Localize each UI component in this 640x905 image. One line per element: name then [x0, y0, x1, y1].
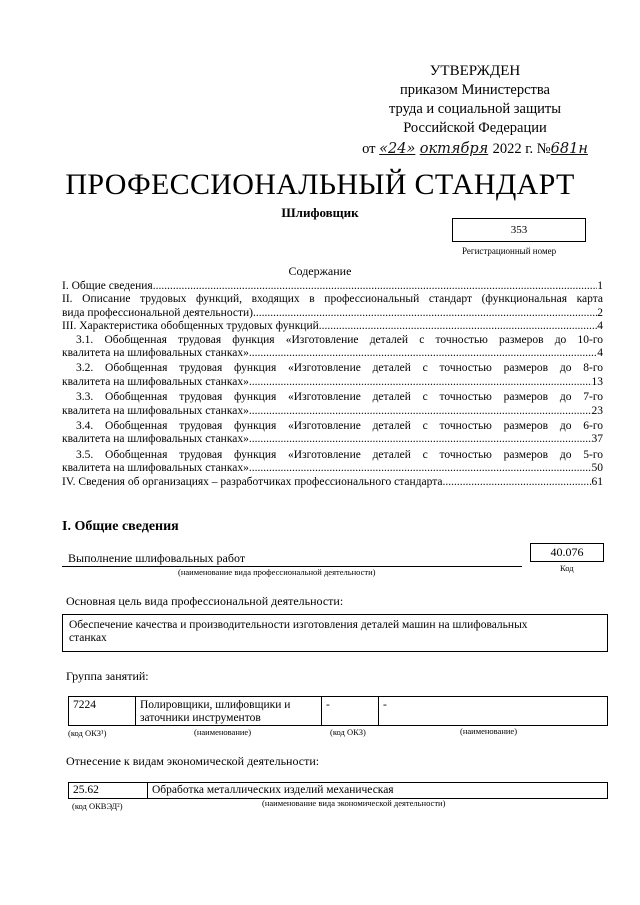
contents-heading: Содержание [288, 264, 352, 278]
number-sign: № [536, 141, 551, 157]
document-title: ПРОФЕССИОНАЛЬНЫЙ СТАНДАРТ [65, 168, 575, 201]
section-heading: I. Общие сведения [62, 519, 179, 534]
document-subtitle: Шлифовщик [281, 205, 359, 220]
group-okz1: 7224 [68, 696, 136, 726]
caption-name1: (наименование) [194, 727, 252, 737]
toc-item[interactable]: 3.1. Обобщенная трудовая функция «Изготовление деталей с точностью размеров до 10-го квалитета на шлифовальных станках» ..... 4 [62, 334, 603, 361]
approval-heading: УТВЕРЖДЕН [429, 63, 521, 79]
goal-text-line1: Обеспечение качества и производительности изготовления деталей машин на шлифовальных [69, 619, 528, 631]
group-okz2: - [321, 696, 379, 726]
goal-label: Основная цель вида профессиональной деятельности: [66, 594, 344, 608]
caption-name2: (наименование) [460, 726, 518, 736]
caption-econ-name: (наименование вида экономической деятельности) [262, 798, 446, 808]
approval-date-line [360, 140, 590, 159]
caption-okz2: (код ОКЗ) [330, 727, 366, 737]
econ-name: Обработка металлических изделий механическая [147, 782, 608, 799]
toc-item[interactable]: 3.5. Обобщенная трудовая функция «Изготовление деталей с точностью размеров до 5-го квалитета на шлифовальных станках» ..... 50 [62, 449, 603, 476]
order-number-handwritten: 681н [550, 141, 588, 157]
group-name2: - [378, 696, 608, 726]
registration-number-label: Регистрационный номер [462, 246, 557, 256]
activity-code: 40.076 [550, 545, 584, 559]
date-prefix: от [362, 141, 376, 157]
date-year: 2022 г. [492, 141, 534, 157]
caption-okz1: (код ОКЗ¹) [68, 728, 107, 738]
econ-code: 25.62 [68, 782, 148, 799]
approval-line-ministry: труда и социальной защиты [389, 101, 561, 117]
toc-item[interactable]: 3.3. Обобщенная трудовая функция «Изготовление деталей с точностью размеров до 7-го квалитета на шлифовальных станках» ..... 23 [62, 391, 603, 418]
activity-code-caption: Код [560, 563, 574, 573]
activity-name: Выполнение шлифовальных работ [68, 551, 246, 565]
approval-block [360, 62, 590, 159]
toc-item[interactable]: III. Характеристика обобщенных трудовых функций ..... 4 [62, 320, 603, 333]
registration-number-box: 353 [452, 218, 586, 242]
toc-item[interactable]: 3.2. Обобщенная трудовая функция «Изготовление деталей с точностью размеров до 8-го квалитета на шлифовальных станках» ..... 13 [62, 362, 603, 389]
goal-box [62, 614, 608, 652]
toc-item[interactable]: I. Общие сведения ..... 1 [62, 280, 603, 293]
approval-line-country: Российской Федерации [403, 120, 547, 136]
toc-item[interactable]: IV. Сведения об организациях – разработчиках профессионального стандарта ..... 61 [62, 476, 603, 489]
activity-code-box [530, 543, 604, 562]
econ-label: Отнесение к видам экономической деятельности: [66, 754, 320, 768]
toc-item[interactable]: 3.4. Обобщенная трудовая функция «Изготовление деталей с точностью размеров до 6-го квалитета на шлифовальных станках» ..... 37 [62, 420, 603, 447]
group-name1: Полировщики, шлифовщики и заточники инструментов [135, 696, 322, 726]
table-of-contents [62, 280, 603, 489]
goal-text-line2: станках [69, 632, 107, 644]
date-month-handwritten: октября [419, 141, 489, 157]
group-label: Группа занятий: [66, 669, 149, 683]
caption-okved: (код ОКВЭД²) [72, 801, 123, 811]
date-day-handwritten: «24» [379, 141, 416, 157]
activity-caption: (наименование вида профессиональной деятельности) [178, 567, 376, 577]
approval-line-order: приказом Министерства [400, 82, 550, 98]
toc-item[interactable]: II. Описание трудовых функций, входящих в профессиональный стандарт (функциональная карта вида профессиональной деятельности) ..... 2 [62, 293, 603, 320]
